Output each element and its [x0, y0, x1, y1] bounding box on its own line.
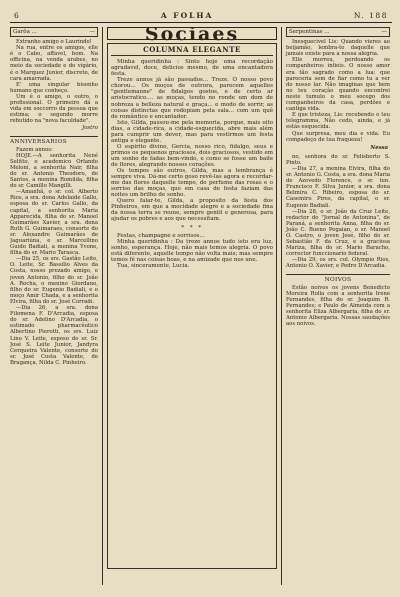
anniversary-entry: —Amanhã, o sr. col. Alberto Rios, a sra. dona Adelaide Gallo, esposa do sr. Carlos Gallo, da capital, a senhorita Maria Apparecida, filha do sr. Manoel Guimarães Xavier, a sra. dona Ruth G. Guimaraes, consorte do sr. Alexandre Guimarães de Jaguariúna, e sr. Marcellino Guido Badiali, a menina Yvone, filha do sr. Mario Tarasca. — [10, 189, 98, 257]
serpentinas-line: Inesquecivel Lis: Quando vieres ao beijamão, lembra-te daquelle que jamais existe para a nossa alegria. — [286, 39, 390, 58]
page-number: 6 — [14, 11, 21, 20]
issue-number: N. 188 — [353, 11, 388, 20]
anniversaries-heading: ANNIVERSARIOS — [10, 136, 98, 145]
serpentinas-line: Elle morreu, perdoando os companheiros infieis. O nosso amor era tão sagrado como a lua: que pareceria sem de fiar como tu a ver do nosso lar. Não imaginas que bem no teu coração quando encontrei neste tumulo o meu socego dos companheiros da casa, perdões e cantiga vida. — [286, 57, 390, 113]
column-paragraph: Treze annos já são passados... Treze. O nosso povo chorou... Os moços de outrora, parecem aquelles "gentlemanne" de fidalgos gostos, e de certo ar aristocratico.... as moças, tendo no ronde um dom de nobreza a belleza natural e graça... e modo de sorrir, as coisas distinctas que rodopiam pela sala... com um quê de romântico e encantador. — [111, 77, 273, 120]
garoa-line: Na rua, entre os amigos, elle é o Cabo, affavel, bom. Na officina, na venda arabes, no meio da sociedade e do vigário, é o Marquez Junior, discreto, de cara amarrada. — [10, 45, 98, 82]
column-left — [10, 27, 103, 585]
anniversary-entry: —Dia 29, os srs. col. Olympio Rios, Antonio O. Xavier, e Pedro D'Arcadia. — [286, 257, 390, 270]
garoa-line: Um é o amigo, o outro, o profissional. O primeiro dá a vida em soccorro da pessoa que estima; o segundo morre rebutido na "nova faculdade". — [10, 93, 98, 125]
page-header — [10, 6, 392, 23]
anniversary-entry: —Dia 27, a menina Elvira, filha do sr. Antonio G. Costa, a sra. dona Maria de Azevedo Florence, o sr. ten. Francisco F. Silva Junior, a sra. dona Belmira C. Ribeiro, esposa do sr. Casemiro Pires, da capital, o sr. Eugenio Badiali. — [286, 165, 390, 209]
column-paragraph: Festas, champagne e sorrisos... — [117, 232, 205, 239]
column-paragraph: Os tempos são outros, Gilda, mas a lembrança é sempre viva. Dá-me certo goso revê-las agora e recordar-me das flores daquelle tempo, do perfume das rosas e o sorriso das moças, que em casa de festa faziam das noites um brilho de sonho. — [111, 168, 273, 199]
column-paragraph: Minha queridinha : Sinto hoje uma recordação agradavel, doce, delicios mesmo, de uma encantadora festa. — [111, 59, 273, 78]
columna-elegante-frame — [107, 43, 277, 569]
column-center — [103, 27, 282, 585]
columna-elegante-title: COLUMNA ELEGANTE — [111, 46, 273, 56]
anniversary-entry: HOJE.—A senhorita Nené Selitto, o academico Orlando Meloni, a senhorita Nair, filha do sr. Antonio Theodoro, de Santos, a menina Romilda, filha do sr. Camillo Mangilli. — [10, 152, 98, 190]
garoa-line: E' uma singular bisonho humano que conheço. — [10, 81, 98, 94]
section-garoa-title: Garôa ... — — [10, 27, 98, 37]
garoa-signature: Jostro — [82, 125, 98, 132]
noivos-text: Estão noivos os jovens Benedicto Moreira Rolla com a senhorita Irene Fernandes, filha do sr. Joaquim R. Fernandes; e Paulo de Almeida com a senhorita Eliza Albergaria, filha do sr. Antonio Albergaria. Nossas saudações aos noivos. — [286, 284, 390, 328]
anniversary-entry: —Dia 25, os srs. Gastão Leite, O. Leite, Sr. Bassilio Alves da Costa, nosso prezado amigo, e joven Antonio, filho do sr. João A. Rocha, o menino Giordano, filho do sr. Eugenio Badiali, e o moço Amir Chada, e a senhorita Elvira, filha do sr. José Corradi. — [10, 256, 98, 305]
anniversary-entry: no, senhora do sr. Felisberto S. Pinto. — [286, 153, 390, 166]
noivos-heading: NOIVOS — [286, 274, 390, 283]
anniversary-entry: —Dia 28, o sr. João da Cruz Leite, redactor do "Jornal de Antonina", de Paraná, a senhorita Anna, filha do sr. João C. Bueno Pegaian, o sr. Manoel O. Castro, o joven José, filho do sr. Sebastião F. da Cruz, e a graciosa Mariza, filha do sr. Mario Baracho, corrector funccionario federal. — [286, 208, 390, 258]
ornament-divider: ∗ ∗ ∗ — [180, 224, 204, 231]
anniversary-entry: Fazem annos: — [16, 146, 53, 153]
garoa-line: Extranho amigo o Laurindo! — [16, 39, 92, 46]
column-right — [282, 27, 390, 585]
section-serpentinas-title: Serpentinas ... — — [286, 27, 390, 37]
serpentinas-line: E que tristeza, Lis: recebendo o teu telegramma, Não cedo, ainda, e já estás esquecida. — [286, 112, 390, 131]
serpentinas-line: Que surpresa, meu dia e vida. Eu compadeço de tua fraqueza! — [286, 130, 390, 143]
column-paragraph: Isto, Gilda, passou-me pela memoria, porque, mais oito dias, a cidade-rica, a cidade-esquecida, abre mais além para cumprir um dever, mas para vestirmos um festa antiga e elegante. — [111, 119, 273, 144]
anniversary-entry: —Dia 26, a sra. dona Filomena F. D'Arcadia, esposa do sr. Adelino D'Arcadia, o estimado pharmacêutico Albertino Pierotti, os srs. Luiz Lino V. Leite, esposo do sr. Sr. José S. Leite Junior, Jandyra Cerqueira Valente, consorte do sr. José Costa Valente, de Bragança, Nilda C. Pinheiro. — [10, 305, 98, 366]
serpentinas-signature: Nessa — [370, 144, 388, 151]
column-paragraph: Tua, sinceramente, Lucia. — [117, 262, 190, 269]
columns — [10, 27, 392, 585]
column-paragraph: Minha queridinha : Da treze annos tudo isto era luz, sonho, esperança. Hoje, não mais temos alegria. O povo está diferente, aquelle tempo não volta mais; mas sempre temos fé nas coisas boas, e na amizade que nos une. — [111, 238, 273, 263]
column-paragraph: O espirito divino, Gercia, nosso rico, fidalgo, seus e primos os pequenos graciosos, dois graciosos, vestido em um sonho de fadas bem-vindo, e como se fosse um baile de flores, alegrando nossos corações. — [111, 143, 273, 168]
column-paragraph: Quero falar-te, Gilda, a proposito da festa dos Pinheiros, em que a mocidade alegre e a sociedade fina da nossa terra se reune, sempre gentil e generosa, para ajudar os pobres e aos que necessitam. — [111, 198, 273, 223]
sociaes-title: Sociaes — [107, 27, 277, 40]
newspaper-title: A FOLHA — [160, 11, 214, 20]
